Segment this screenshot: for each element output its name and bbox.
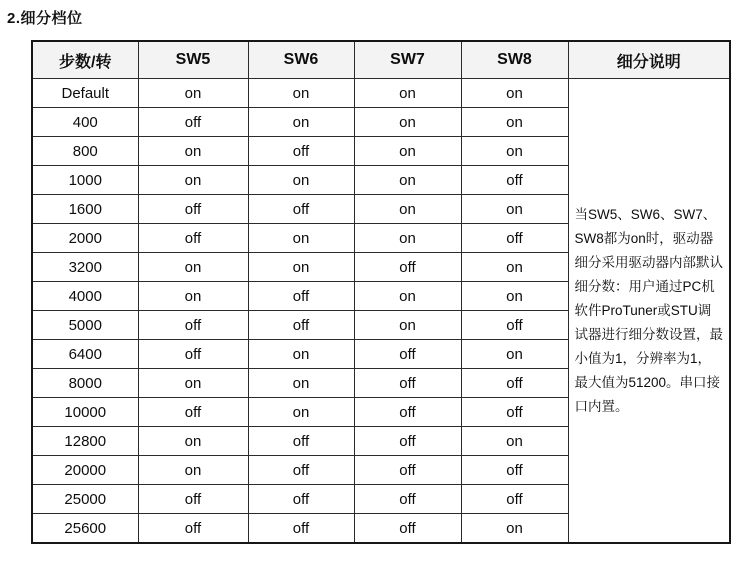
cell-sw8: on xyxy=(461,79,568,108)
cell-sw5: off xyxy=(138,340,248,369)
cell-steps: 4000 xyxy=(32,282,138,311)
cell-sw5: on xyxy=(138,166,248,195)
cell-steps: 20000 xyxy=(32,456,138,485)
cell-sw7: off xyxy=(354,514,461,544)
cell-sw6: on xyxy=(248,108,354,137)
cell-sw7: off xyxy=(354,398,461,427)
cell-sw6: off xyxy=(248,514,354,544)
cell-steps: 3200 xyxy=(32,253,138,282)
cell-sw8: on xyxy=(461,282,568,311)
cell-sw6: off xyxy=(248,137,354,166)
cell-sw8: on xyxy=(461,427,568,456)
cell-sw7: on xyxy=(354,311,461,340)
cell-sw5: on xyxy=(138,369,248,398)
cell-sw7: off xyxy=(354,427,461,456)
cell-sw8: on xyxy=(461,514,568,544)
cell-sw5: off xyxy=(138,485,248,514)
cell-sw6: off xyxy=(248,427,354,456)
header-cell-steps: 步数/转 xyxy=(32,41,138,79)
cell-sw7: on xyxy=(354,79,461,108)
cell-steps: 800 xyxy=(32,137,138,166)
cell-sw5: on xyxy=(138,137,248,166)
page-title: 2.细分档位 xyxy=(7,10,83,27)
cell-steps: 10000 xyxy=(32,398,138,427)
cell-sw7: on xyxy=(354,166,461,195)
cell-steps: 2000 xyxy=(32,224,138,253)
table-row xyxy=(32,79,730,108)
header-cell-sw5: SW5 xyxy=(138,41,248,79)
cell-sw7: on xyxy=(354,137,461,166)
cell-sw6: on xyxy=(248,340,354,369)
cell-steps: 6400 xyxy=(32,340,138,369)
header-cell-sw8: SW8 xyxy=(461,41,568,79)
cell-sw5: on xyxy=(138,456,248,485)
cell-sw7: on xyxy=(354,195,461,224)
cell-sw8: off xyxy=(461,311,568,340)
cell-sw6: off xyxy=(248,485,354,514)
cell-sw5: on xyxy=(138,282,248,311)
cell-sw5: on xyxy=(138,79,248,108)
cell-sw5: off xyxy=(138,108,248,137)
header-cell-sw7: SW7 xyxy=(354,41,461,79)
description-cell: 当SW5、SW6、SW7、SW8都为on时，驱动器 细分采用驱动器内部默认细分数：用户通过PC机软件ProTuner或STU调试器进行细分数设置，最小值为1，分辨率为1，最大值为51200。串口接 口内置。 xyxy=(568,79,730,544)
cell-sw5: off xyxy=(138,398,248,427)
cell-steps: 25000 xyxy=(32,485,138,514)
header-cell-description: 细分说明 xyxy=(568,41,730,79)
cell-sw8: on xyxy=(461,195,568,224)
cell-sw8: on xyxy=(461,137,568,166)
cell-sw7: off xyxy=(354,456,461,485)
cell-steps: Default xyxy=(32,79,138,108)
cell-sw5: off xyxy=(138,195,248,224)
microstep-table xyxy=(31,40,731,544)
cell-sw6: on xyxy=(248,224,354,253)
table-body xyxy=(32,79,730,544)
cell-sw8: on xyxy=(461,340,568,369)
cell-sw6: on xyxy=(248,79,354,108)
cell-sw6: on xyxy=(248,369,354,398)
cell-sw7: on xyxy=(354,224,461,253)
cell-sw7: on xyxy=(354,108,461,137)
cell-sw8: off xyxy=(461,369,568,398)
table-header-row xyxy=(32,41,730,79)
cell-sw5: off xyxy=(138,311,248,340)
cell-sw5: off xyxy=(138,224,248,253)
cell-sw5: on xyxy=(138,253,248,282)
cell-steps: 400 xyxy=(32,108,138,137)
cell-sw6: off xyxy=(248,311,354,340)
cell-sw7: off xyxy=(354,340,461,369)
cell-sw7: off xyxy=(354,369,461,398)
cell-sw8: off xyxy=(461,224,568,253)
cell-steps: 5000 xyxy=(32,311,138,340)
header-cell-sw6: SW6 xyxy=(248,41,354,79)
cell-sw6: off xyxy=(248,282,354,311)
cell-sw5: on xyxy=(138,427,248,456)
cell-steps: 1000 xyxy=(32,166,138,195)
cell-steps: 25600 xyxy=(32,514,138,544)
cell-sw6: off xyxy=(248,195,354,224)
cell-steps: 8000 xyxy=(32,369,138,398)
cell-sw6: off xyxy=(248,456,354,485)
cell-sw5: off xyxy=(138,514,248,544)
cell-sw7: off xyxy=(354,485,461,514)
cell-steps: 1600 xyxy=(32,195,138,224)
cell-sw6: on xyxy=(248,166,354,195)
cell-sw7: on xyxy=(354,282,461,311)
cell-sw8: on xyxy=(461,108,568,137)
cell-sw8: off xyxy=(461,485,568,514)
cell-sw6: on xyxy=(248,398,354,427)
cell-sw7: off xyxy=(354,253,461,282)
cell-sw8: off xyxy=(461,456,568,485)
cell-sw6: on xyxy=(248,253,354,282)
cell-sw8: on xyxy=(461,253,568,282)
cell-steps: 12800 xyxy=(32,427,138,456)
cell-sw8: off xyxy=(461,398,568,427)
cell-sw8: off xyxy=(461,166,568,195)
